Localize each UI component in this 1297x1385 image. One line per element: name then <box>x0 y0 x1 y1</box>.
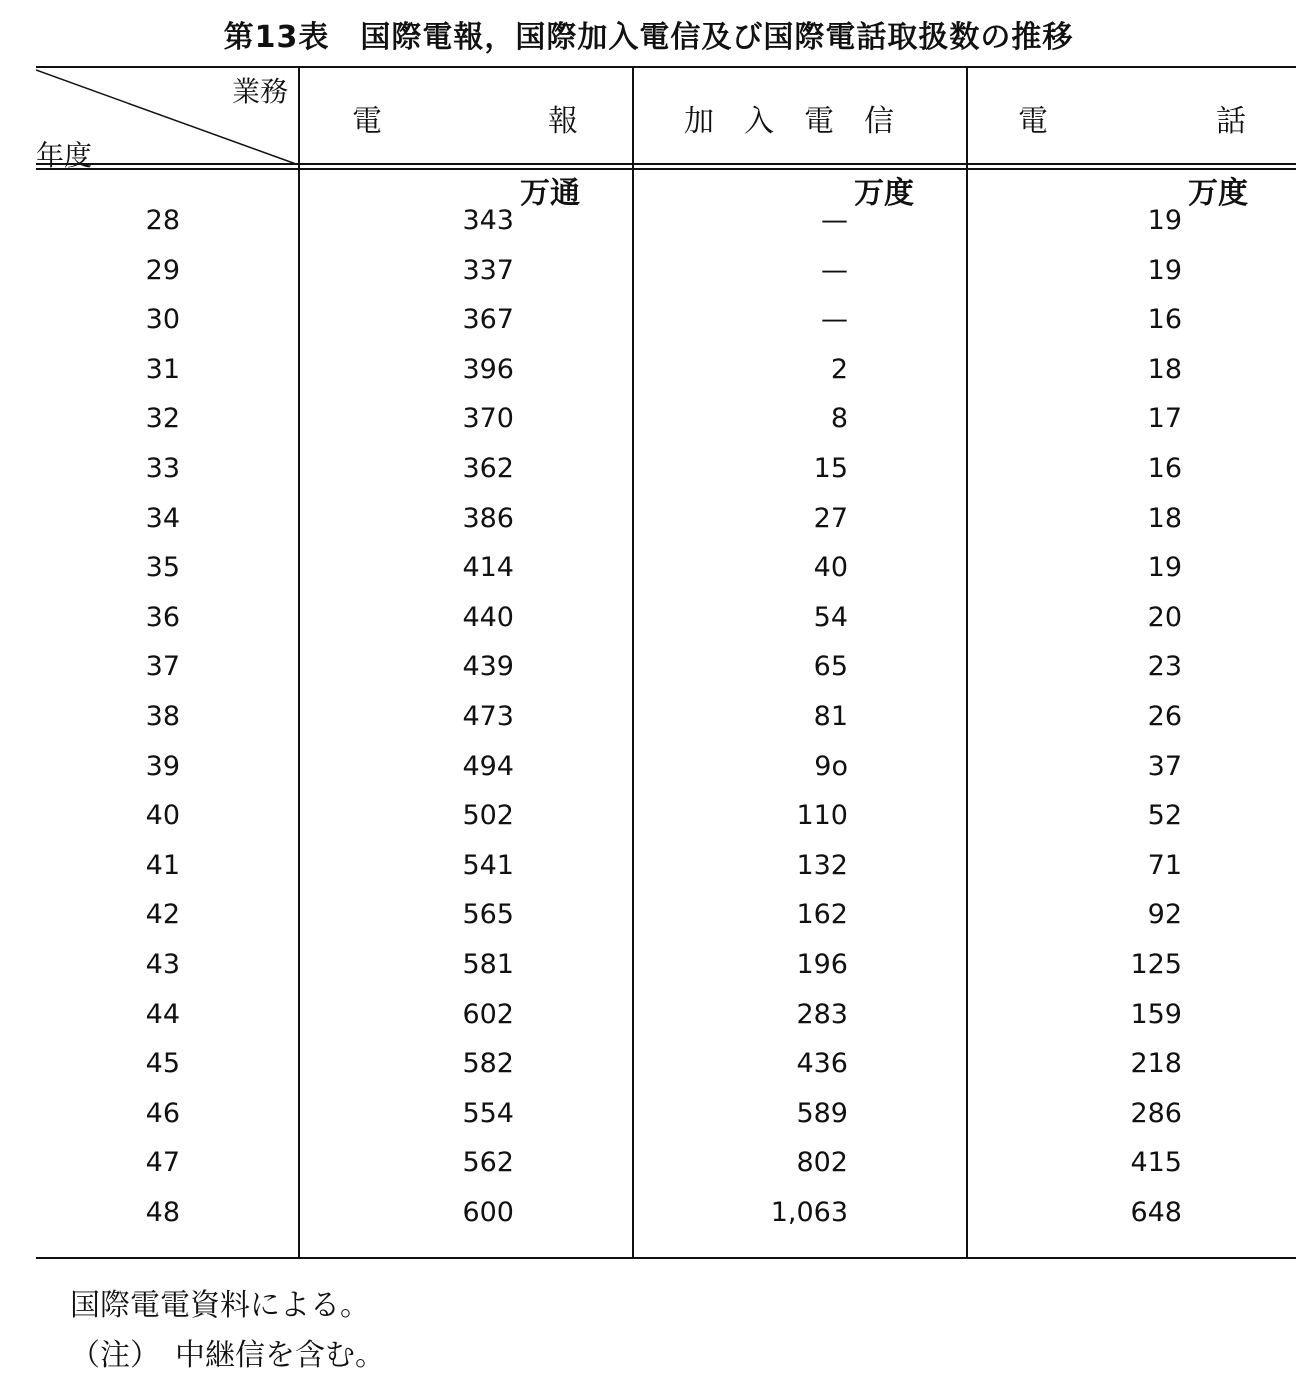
telegram-cell: 440 <box>462 601 514 633</box>
telephone-cell: 26 <box>1147 700 1182 732</box>
table-bottom-rule <box>36 1257 1296 1259</box>
corner-label-year: 年度 <box>36 139 93 172</box>
table-row <box>0 296 1297 346</box>
table-row <box>0 693 1297 743</box>
year-cell: 29 <box>145 254 180 286</box>
telex-cell: 196 <box>796 948 848 980</box>
telephone-cell: 17 <box>1147 403 1182 435</box>
table-row <box>0 1139 1297 1189</box>
telex-cell: 589 <box>796 1097 848 1129</box>
telegram-cell: 554 <box>462 1097 514 1129</box>
telephone-cell: 19 <box>1147 552 1182 584</box>
telephone-cell: 20 <box>1147 601 1182 633</box>
unit-telex: 万度 <box>854 176 914 211</box>
telephone-cell: 286 <box>1130 1097 1182 1129</box>
telegram-cell: 367 <box>462 304 514 336</box>
column-header-telephone-a: 電 <box>1018 104 1048 139</box>
year-cell: 36 <box>145 601 180 633</box>
year-cell: 47 <box>145 1147 180 1179</box>
table-row <box>0 395 1297 445</box>
telex-cell: — <box>821 205 848 236</box>
telex-cell: 81 <box>813 700 848 732</box>
table-row <box>0 743 1297 793</box>
telephone-cell: 218 <box>1130 1048 1182 1080</box>
telex-cell: 1,063 <box>770 1196 848 1228</box>
column-header-telephone-b: 話 <box>1216 104 1246 139</box>
telephone-cell: 71 <box>1147 849 1182 881</box>
year-cell: 41 <box>145 849 180 881</box>
table-row <box>0 445 1297 495</box>
telex-cell: 802 <box>796 1147 848 1179</box>
telephone-cell: 125 <box>1130 948 1182 980</box>
year-cell: 43 <box>145 948 180 980</box>
year-cell: 31 <box>145 353 180 385</box>
year-cell: 33 <box>145 452 180 484</box>
telegram-cell: 414 <box>462 552 514 584</box>
year-cell: 37 <box>145 651 180 683</box>
table-row <box>0 594 1297 644</box>
table-row <box>0 495 1297 545</box>
telex-cell: 15 <box>813 452 848 484</box>
table-body <box>0 197 1297 1238</box>
table-row <box>0 1090 1297 1140</box>
table-row <box>0 643 1297 693</box>
table-row <box>0 197 1297 247</box>
year-cell: 39 <box>145 750 180 782</box>
unit-telegram: 万通 <box>520 176 580 211</box>
telephone-cell: 37 <box>1147 750 1182 782</box>
footnote: （注） 中継信を含む。 <box>70 1338 385 1373</box>
telegram-cell: 386 <box>462 502 514 534</box>
table-row <box>0 842 1297 892</box>
table-row <box>0 544 1297 594</box>
telex-cell: 40 <box>813 552 848 584</box>
year-cell: 46 <box>145 1097 180 1129</box>
telex-cell: 436 <box>796 1048 848 1080</box>
year-cell: 40 <box>145 800 180 832</box>
telegram-cell: 581 <box>462 948 514 980</box>
telephone-cell: 23 <box>1147 651 1182 683</box>
telephone-cell: 16 <box>1147 304 1182 336</box>
year-cell: 38 <box>145 700 180 732</box>
telex-cell: 54 <box>813 601 848 633</box>
table-row <box>0 1189 1297 1239</box>
telegram-cell: 502 <box>462 800 514 832</box>
telephone-cell: 648 <box>1130 1196 1182 1228</box>
telephone-cell: 18 <box>1147 353 1182 385</box>
table-row <box>0 1040 1297 1090</box>
telex-cell: 162 <box>796 899 848 931</box>
telegram-cell: 565 <box>462 899 514 931</box>
telex-cell: 27 <box>813 502 848 534</box>
column-header-telegram-a: 電 <box>352 104 382 139</box>
telegram-cell: 562 <box>462 1147 514 1179</box>
telephone-cell: 18 <box>1147 502 1182 534</box>
telegram-cell: 396 <box>462 353 514 385</box>
telex-cell: 110 <box>796 800 848 832</box>
year-cell: 44 <box>145 998 180 1030</box>
telex-cell: 9o <box>814 750 848 782</box>
telegram-cell: 541 <box>462 849 514 881</box>
year-cell: 45 <box>145 1048 180 1080</box>
telegram-cell: 494 <box>462 750 514 782</box>
telegram-cell: 582 <box>462 1048 514 1080</box>
column-header-telex: 加 入 電 信 <box>684 104 894 139</box>
telephone-cell: 16 <box>1147 452 1182 484</box>
source-note: 国際電電資料による。 <box>70 1288 370 1323</box>
telex-cell: 65 <box>813 651 848 683</box>
column-header-telegram-b: 報 <box>548 104 578 139</box>
telex-cell: — <box>821 254 848 286</box>
table-row <box>0 941 1297 991</box>
telegram-cell: 362 <box>462 452 514 484</box>
year-cell: 32 <box>145 403 180 435</box>
table-row <box>0 346 1297 396</box>
telegram-cell: 439 <box>462 651 514 683</box>
telex-cell: 283 <box>796 998 848 1030</box>
telegram-cell: 602 <box>462 998 514 1030</box>
table-row <box>0 991 1297 1041</box>
telephone-cell: 159 <box>1130 998 1182 1030</box>
table-row <box>0 891 1297 941</box>
unit-telephone: 万度 <box>1188 176 1248 211</box>
telex-cell: 8 <box>830 403 848 435</box>
table-row <box>0 792 1297 842</box>
telephone-cell: 52 <box>1147 800 1182 832</box>
year-cell: 42 <box>145 899 180 931</box>
telex-cell: 132 <box>796 849 848 881</box>
telephone-cell: 415 <box>1130 1147 1182 1179</box>
telegram-cell: 370 <box>462 403 514 435</box>
telegram-cell: 337 <box>462 254 514 286</box>
corner-label-business: 業務 <box>232 75 289 108</box>
header-bottom-rule-second <box>36 168 1296 170</box>
table-row <box>0 247 1297 297</box>
telephone-cell: 92 <box>1147 899 1182 931</box>
telephone-cell: 19 <box>1147 254 1182 286</box>
telephone-cell: 19 <box>1147 205 1182 236</box>
year-cell: 28 <box>145 205 180 236</box>
table-title: 第13表 国際電報，国際加入電信及び国際電話取扱数の推移 <box>223 20 1074 55</box>
year-cell: 48 <box>145 1196 180 1228</box>
telegram-cell: 473 <box>462 700 514 732</box>
telegram-cell: 343 <box>462 205 514 236</box>
telex-cell: 2 <box>830 353 848 385</box>
telex-cell: — <box>821 304 848 336</box>
year-cell: 34 <box>145 502 180 534</box>
year-cell: 35 <box>145 552 180 584</box>
year-cell: 30 <box>145 304 180 336</box>
telegram-cell: 600 <box>462 1196 514 1228</box>
